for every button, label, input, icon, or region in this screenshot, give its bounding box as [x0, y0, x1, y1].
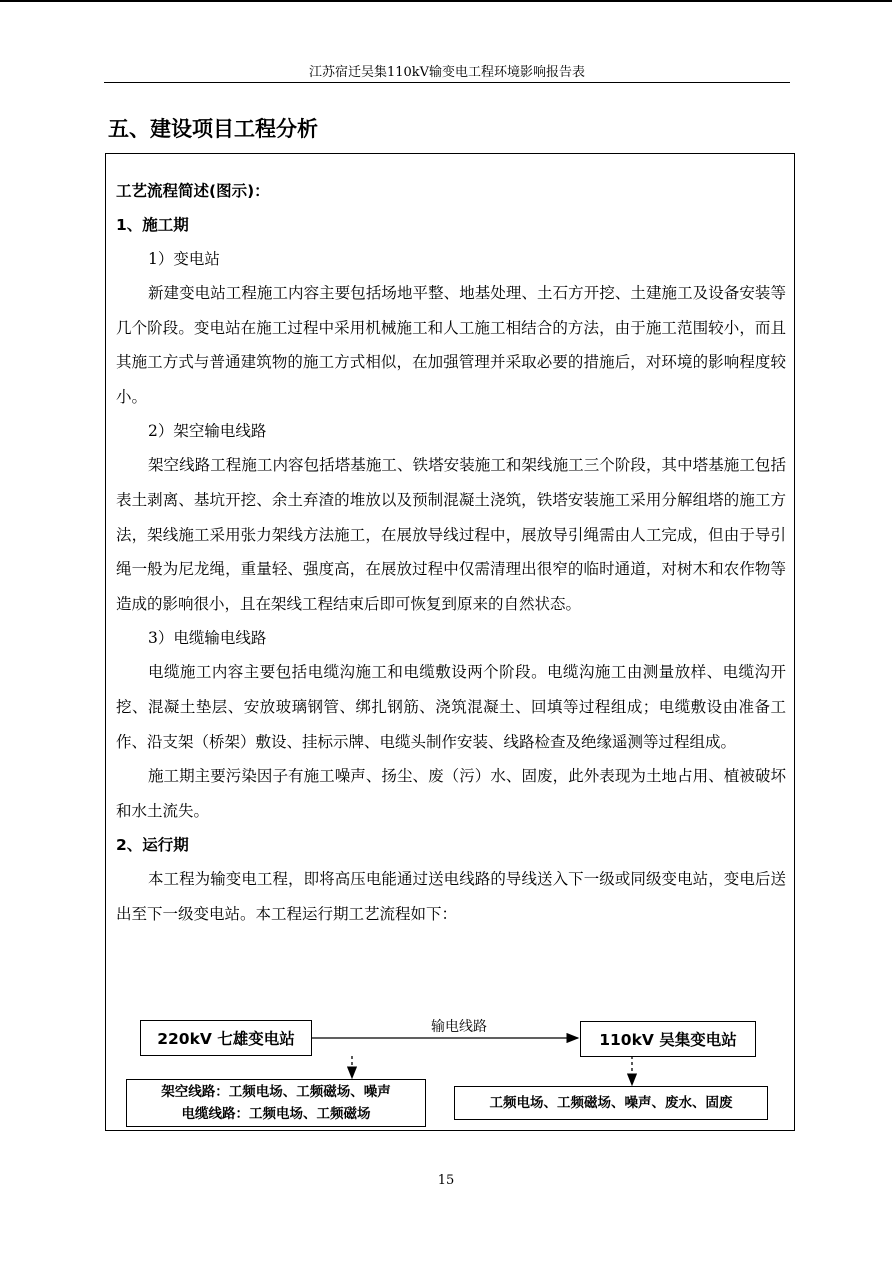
substation-label: 1）变电站	[148, 250, 220, 268]
cable-paragraph: 电缆施工内容主要包括电缆沟施工和电缆敷设两个阶段。电缆沟施工由测量放样、电缆沟开挖、混凝土垫层、安放玻璃钢管、绑扎钢筋、浇筑混凝土、回填等过程组成；电缆敷设由准备工作、沿支架（桥架）敷设、挂标示牌、电缆头制作安装、线路检查及绝缘遥测等过程组成。	[116, 663, 786, 751]
overhead-paragraph: 架空线路工程施工内容包括塔基施工、铁塔安装施工和架线施工三个阶段，其中塔基施工包括表土剥离、基坑开挖、余土弃渣的堆放以及预制混凝土浇筑，铁塔安装施工采用分解组塔的施工方法，架线施工采用张力架线方法施工，在展放导线过程中，展放导引绳需由人工完成，但由于导引绳一般为尼龙绳，重量轻、强度高，在展放过程中仅需清理出很窄的临时通道，对树木和农作物等造成的影响很小，且在架线工程结束后即可恢复到原来的自然状态。	[116, 456, 786, 613]
operation-heading: 2、运行期	[116, 836, 189, 855]
operation-paragraph: 本工程为输变电工程，即将高压电能通过送电线路的导线送入下一级或同级变电站，变电后送出至下一级变电站。本工程运行期工艺流程如下：	[116, 870, 786, 923]
page-number: 15	[437, 1173, 455, 1188]
process-flow-diagram	[106, 1016, 794, 1128]
content-box	[105, 153, 795, 1131]
target-effects-box: 工频电场、工频磁场、噪声、废水、固废	[454, 1086, 768, 1120]
running-header: 江苏宿迁吴集110kV输变电工程环境影响报告表	[308, 65, 586, 80]
cable-label: 3）电缆输电线路	[148, 629, 267, 648]
header-rule	[104, 82, 790, 83]
section-title: 五、建设项目工程分析	[108, 117, 318, 141]
intro-heading: 工艺流程简述(图示)：	[116, 182, 270, 200]
content-body	[116, 174, 786, 932]
substation-paragraph: 新建变电站工程施工内容主要包括场地平整、地基处理、土石方开挖、土建施工及设备安装等几个阶段。变电站在施工过程中采用机械施工和人工施工相结合的方法，由于施工范围较小，而且其施工方式与普通建筑物的施工方式相似，在加强管理并采取必要的措施后，对环境的影响程度较小。	[116, 284, 786, 406]
source-substation-box: 220kV 七雄变电站	[140, 1020, 312, 1056]
overhead-effects: 架空线路：工频电场、工频磁场、噪声	[161, 1084, 391, 1100]
pollution-paragraph: 施工期主要污染因子有施工噪声、扬尘、废（污）水、固废，此外表现为土地占用、植被破坏和水土流失。	[116, 767, 786, 820]
top-border	[0, 0, 892, 2]
overhead-label: 2）架空输电线路	[148, 422, 267, 441]
target-substation-box: 110kV 吴集变电站	[580, 1021, 756, 1057]
transmission-line-label: 输电线路	[431, 1019, 487, 1035]
source-effects-box	[126, 1079, 426, 1127]
construction-heading: 1、施工期	[116, 216, 189, 234]
cable-effects: 电缆线路：工频电场、工频磁场	[181, 1106, 371, 1122]
